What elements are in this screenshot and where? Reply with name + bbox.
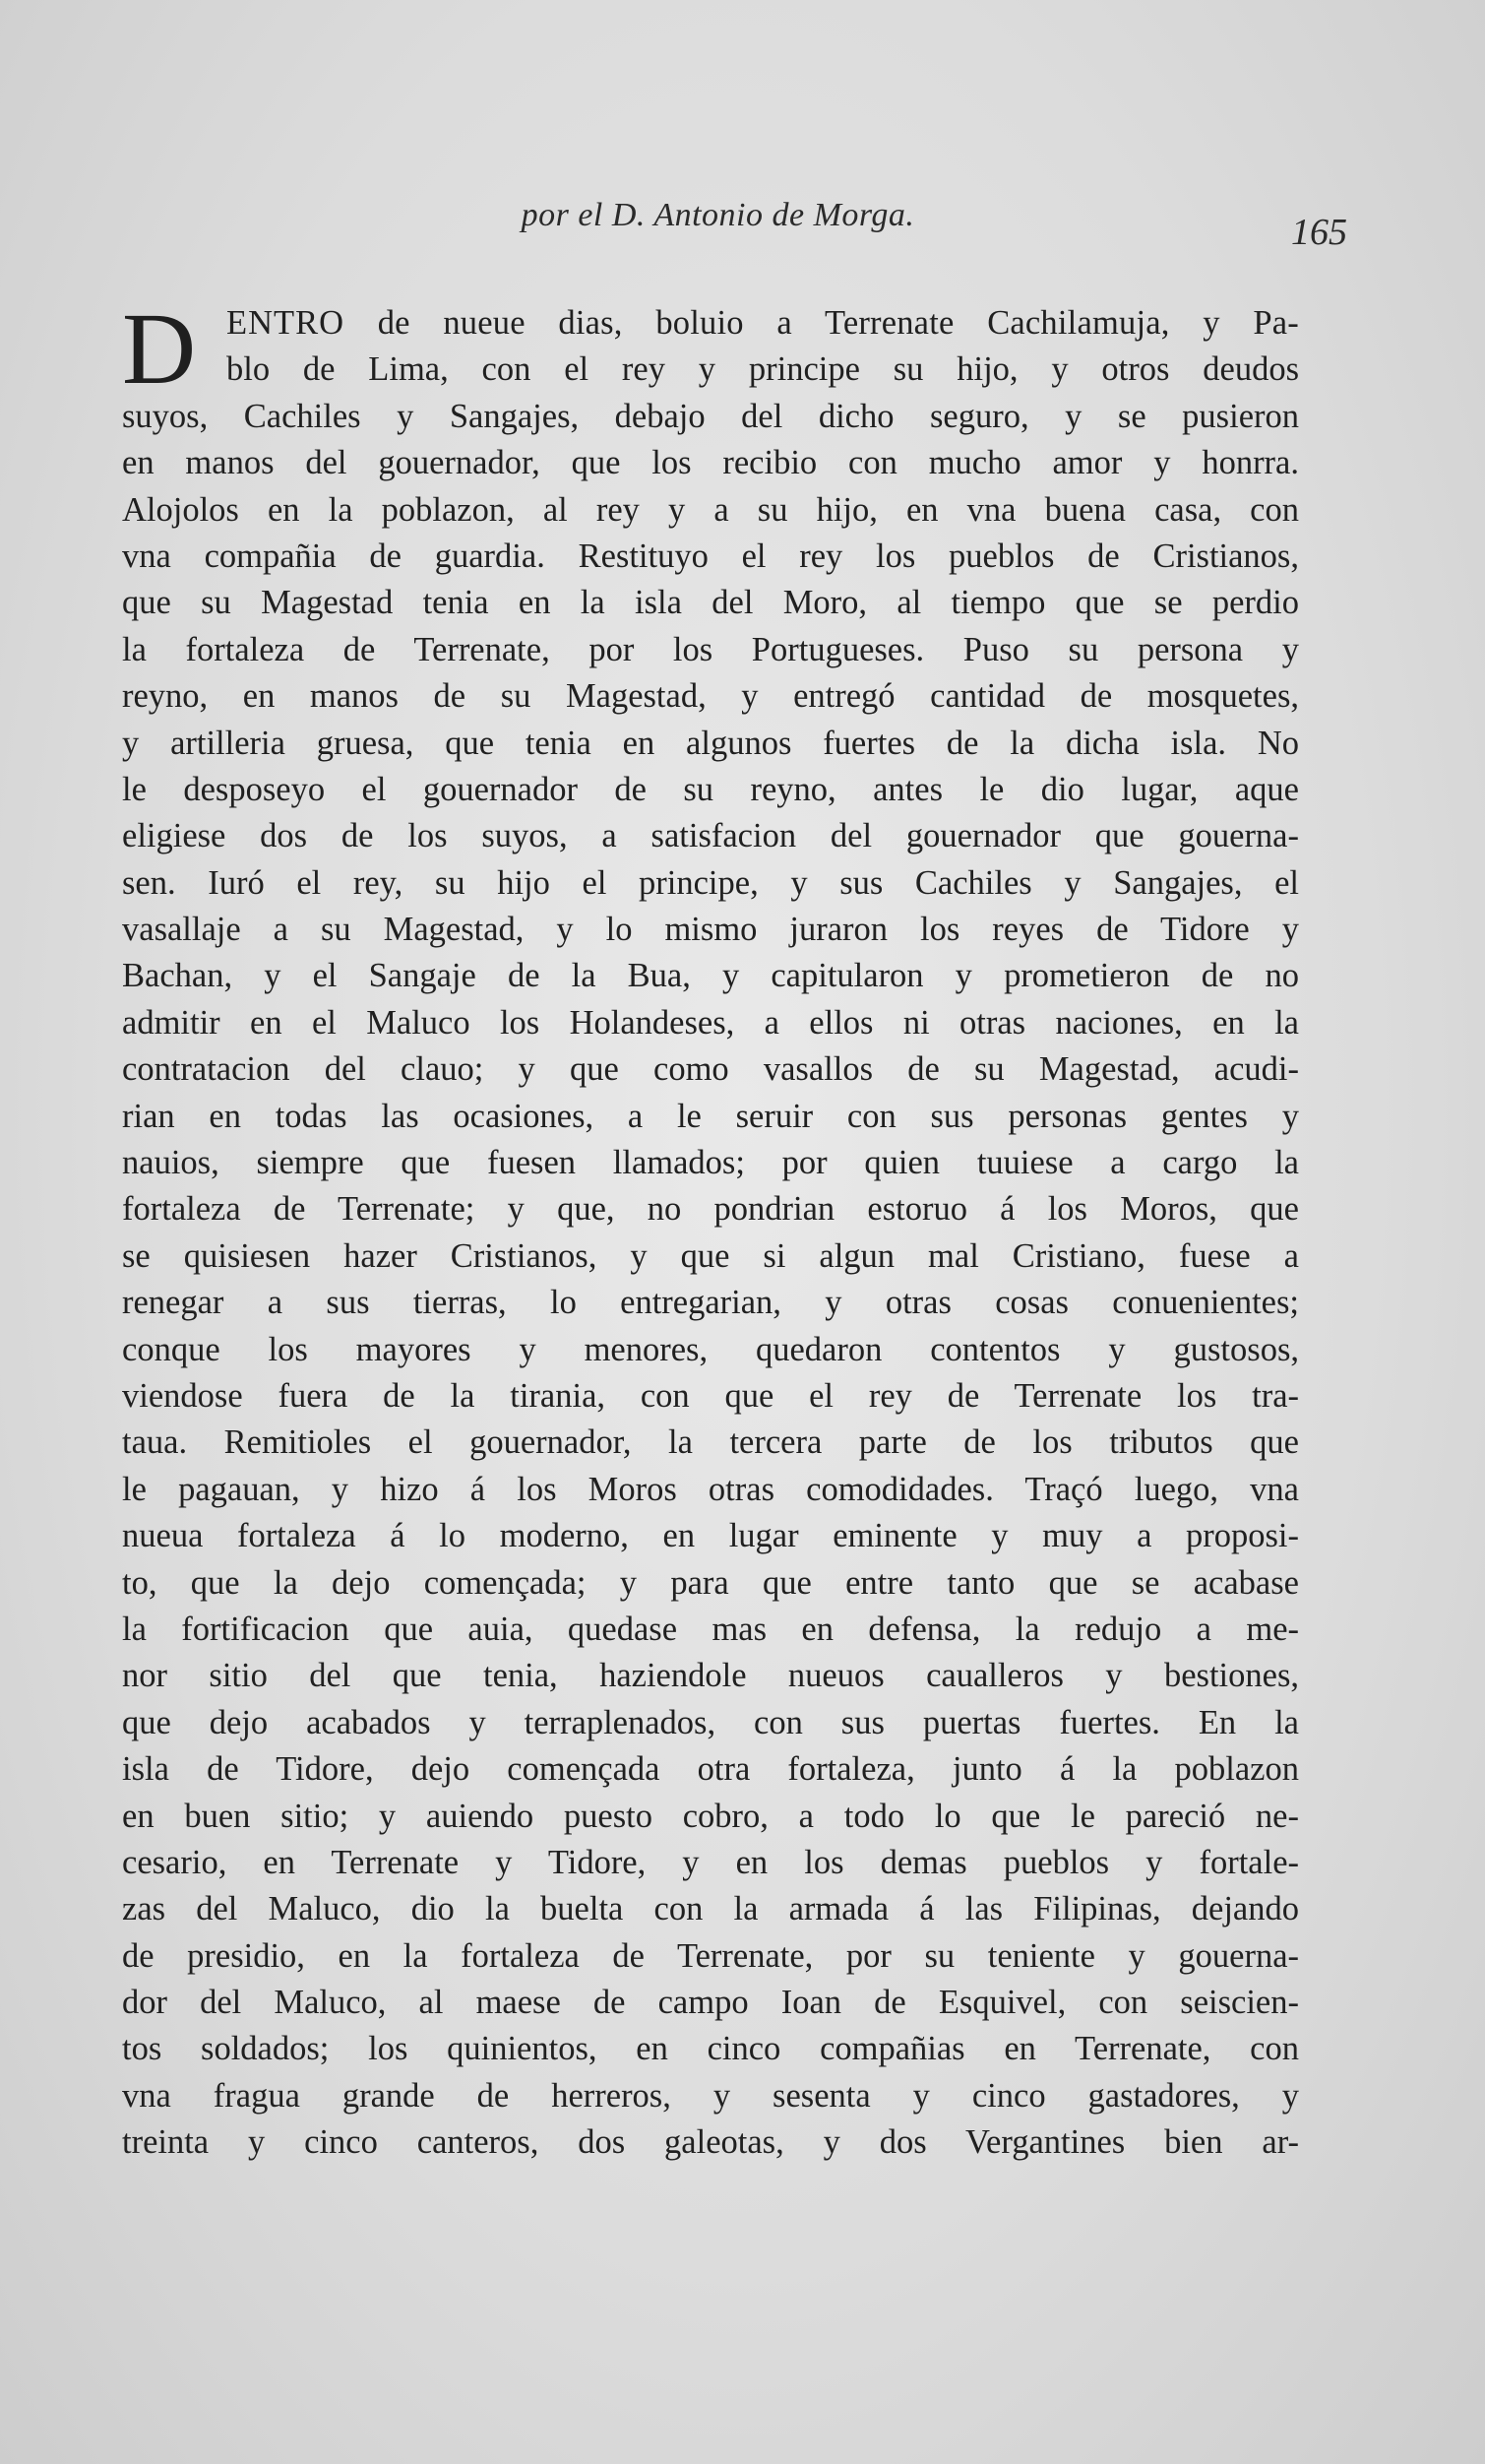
drop-cap: D <box>122 292 197 406</box>
text-line-10: y artilleria gruesa, que tenia en algunos fuertes de la dicha isla. No <box>122 724 1299 762</box>
text-line-16: admitir en el Maluco los Holandeses, a ellos ni otras naciones, en la <box>122 1003 1299 1042</box>
text-line-36: de presidio, en la fortaleza de Terrenate, por su teniente y gouerna- <box>122 1936 1299 1975</box>
text-line-39: vna fragua grande de herreros, y sesenta y cinco gastadores, y <box>122 2076 1299 2115</box>
text-line-33: en buen sitio; y auiendo puesto cobro, a todo lo que le pareció ne- <box>122 1797 1299 1835</box>
running-title: por el D. Antonio de Morga. <box>521 197 915 233</box>
text-line-5: Alojolos en la poblazon, al rey y a su hijo, en vna buena casa, con <box>122 490 1299 529</box>
text-line-27: nueua fortaleza á lo moderno, en lugar eminente y muy a proposi- <box>122 1517 1299 1555</box>
text-line-14: vasallaje a su Magestad, y lo mismo juraron los reyes de Tidore y <box>122 911 1299 949</box>
text-line-13: sen. Iuró el rey, su hijo el principe, y sus Cachiles y Sangajes, el <box>122 863 1299 902</box>
text-line-23: conque los mayores y menores, quedaron contentos y gustosos, <box>122 1330 1299 1368</box>
text-line-18: rian en todas las ocasiones, a le seruir con sus personas gentes y <box>122 1097 1299 1135</box>
text-line-15: Bachan, y el Sangaje de la Bua, y capitularon y prometieron de no <box>122 957 1299 995</box>
text-line-30: nor sitio del que tenia, haziendole nueuos caualleros y bestiones, <box>122 1657 1299 1695</box>
text-line-19: nauios, siempre que fuesen llamados; por quien tuuiese a cargo la <box>122 1144 1299 1182</box>
text-line-17: contratacion del clauo; y que como vasallos de su Magestad, acudi- <box>122 1050 1299 1089</box>
running-head <box>118 197 1347 256</box>
text-line-40: treinta y cinco canteros, dos galeotas, y dos Vergantines bien ar- <box>122 2123 1299 2162</box>
text-line-11: le desposeyo el gouernador de su reyno, antes le dio lugar, aque <box>122 770 1299 808</box>
text-line-34: cesario, en Terrenate y Tidore, y en los demas pueblos y fortale- <box>122 1843 1299 1881</box>
text-line-1 <box>122 300 1299 347</box>
text-line-6: vna compañia de guardia. Restituyo el rey los pueblos de Cristianos, <box>122 537 1299 575</box>
text-line-28: to, que la dejo començada; y para que entre tanto que se acabase <box>122 1563 1299 1602</box>
text-line-9: reyno, en manos de su Magestad, y entregó cantidad de mosquetes, <box>122 677 1299 716</box>
text-line-38: tos soldados; los quinientos, en cinco compañias en Terrenate, con <box>122 2030 1299 2068</box>
text-line-20: fortaleza de Terrenate; y que, no pondrian estoruo á los Moros, que <box>122 1190 1299 1229</box>
body-text <box>122 292 1299 2167</box>
text-line-21: se quisiesen hazer Cristianos, y que si algun mal Cristiano, fuese a <box>122 1236 1299 1275</box>
text-line-12: eligiese dos de los suyos, a satisfacion del gouernador que gouerna- <box>122 817 1299 855</box>
text-line-1-rest: de nueue dias, boluio a Terrenate Cachilamuja, y Pa- <box>344 304 1299 342</box>
text-line-32: isla de Tidore, dejo començada otra fortaleza, junto á la poblazon <box>122 1750 1299 1789</box>
text-line-35: zas del Maluco, dio la buelta con la armada á las Filipinas, dejando <box>122 1890 1299 1928</box>
text-line-37: dor del Maluco, al maese de campo Ioan de Esquivel, con seiscien- <box>122 1984 1299 2022</box>
text-line-25: taua. Remitioles el gouernador, la tercera parte de los tributos que <box>122 1423 1299 1462</box>
text-line-26: le pagauan, y hizo á los Moros otras comodidades. Traçó luego, vna <box>122 1470 1299 1508</box>
text-line-31: que dejo acabados y terraplenados, con sus puertas fuertes. En la <box>122 1703 1299 1741</box>
text-line-24: viendose fuera de la tirania, con que el rey de Terrenate los tra- <box>122 1376 1299 1415</box>
text-line-3: suyos, Cachiles y Sangajes, debajo del dicho seguro, y se pusieron <box>122 397 1299 435</box>
page-number: 165 <box>1291 212 1347 253</box>
text-line-4: en manos del gouernador, que los recibio con mucho amor y honrra. <box>122 444 1299 482</box>
text-line-29: la fortificacion que auia, quedase mas en defensa, la redujo a me- <box>122 1610 1299 1648</box>
text-line-2: blo de Lima, con el rey y principe su hijo, y otros deudos <box>226 350 1299 389</box>
text-line-8: la fortaleza de Terrenate, por los Portugueses. Puso su persona y <box>122 630 1299 668</box>
first-word: ENTRO <box>226 304 344 342</box>
text-line-22: renegar a sus tierras, lo entregarian, y otras cosas conuenientes; <box>122 1284 1299 1322</box>
text-line-7: que su Magestad tenia en la isla del Moro, al tiempo que se perdio <box>122 584 1299 622</box>
